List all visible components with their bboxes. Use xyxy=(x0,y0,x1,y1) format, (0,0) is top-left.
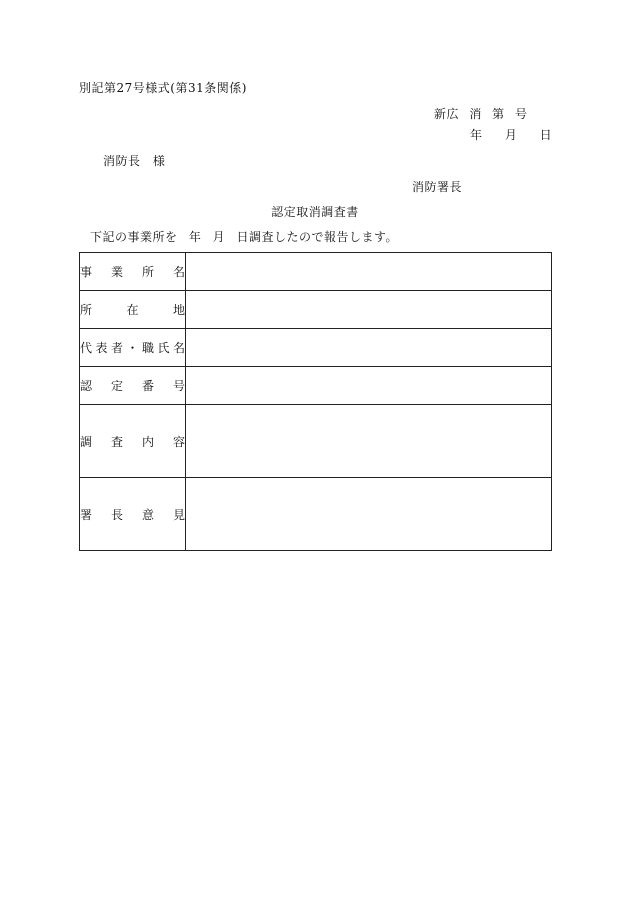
table-row xyxy=(80,291,552,329)
sender: 消防署長 xyxy=(412,180,463,194)
table-row xyxy=(80,367,552,405)
row-label-cell xyxy=(80,291,186,329)
document-date: 年 月 日 xyxy=(470,128,553,142)
row-label: 調 査 内 容 xyxy=(80,434,185,449)
addressee: 消防長 様 xyxy=(103,154,166,168)
row-label: 認 定 番 号 xyxy=(80,379,185,393)
representative-field[interactable] xyxy=(186,329,552,367)
intro-text: 下記の事業所を 年 月 日調査したので報告します。 xyxy=(90,230,398,244)
row-label-cell xyxy=(80,367,186,405)
address-field[interactable] xyxy=(186,291,552,329)
row-label-cell xyxy=(80,405,186,478)
row-label: 署 長 意 見 xyxy=(80,507,185,522)
investigation-details-field[interactable] xyxy=(186,405,552,478)
certification-number-field[interactable] xyxy=(186,367,552,405)
row-label: 所 在 地 xyxy=(80,303,185,317)
row-label: 代表者・職氏名 xyxy=(80,341,185,355)
chief-opinion-field[interactable] xyxy=(186,478,552,551)
report-table xyxy=(79,252,552,551)
row-label-cell xyxy=(80,478,186,551)
business-name-field[interactable] xyxy=(186,253,552,291)
table-row xyxy=(80,405,552,478)
row-label-cell xyxy=(80,253,186,291)
table-row xyxy=(80,253,552,291)
document-title: 認定取消調査書 xyxy=(271,205,359,219)
row-label-cell xyxy=(80,329,186,367)
document-number: 新広 消 第 号 xyxy=(434,107,528,121)
form-reference-note: 別記第27号様式(第31条関係) xyxy=(79,81,247,95)
row-label: 事 業 所 名 xyxy=(80,265,185,279)
table-row xyxy=(80,478,552,551)
table-row xyxy=(80,329,552,367)
